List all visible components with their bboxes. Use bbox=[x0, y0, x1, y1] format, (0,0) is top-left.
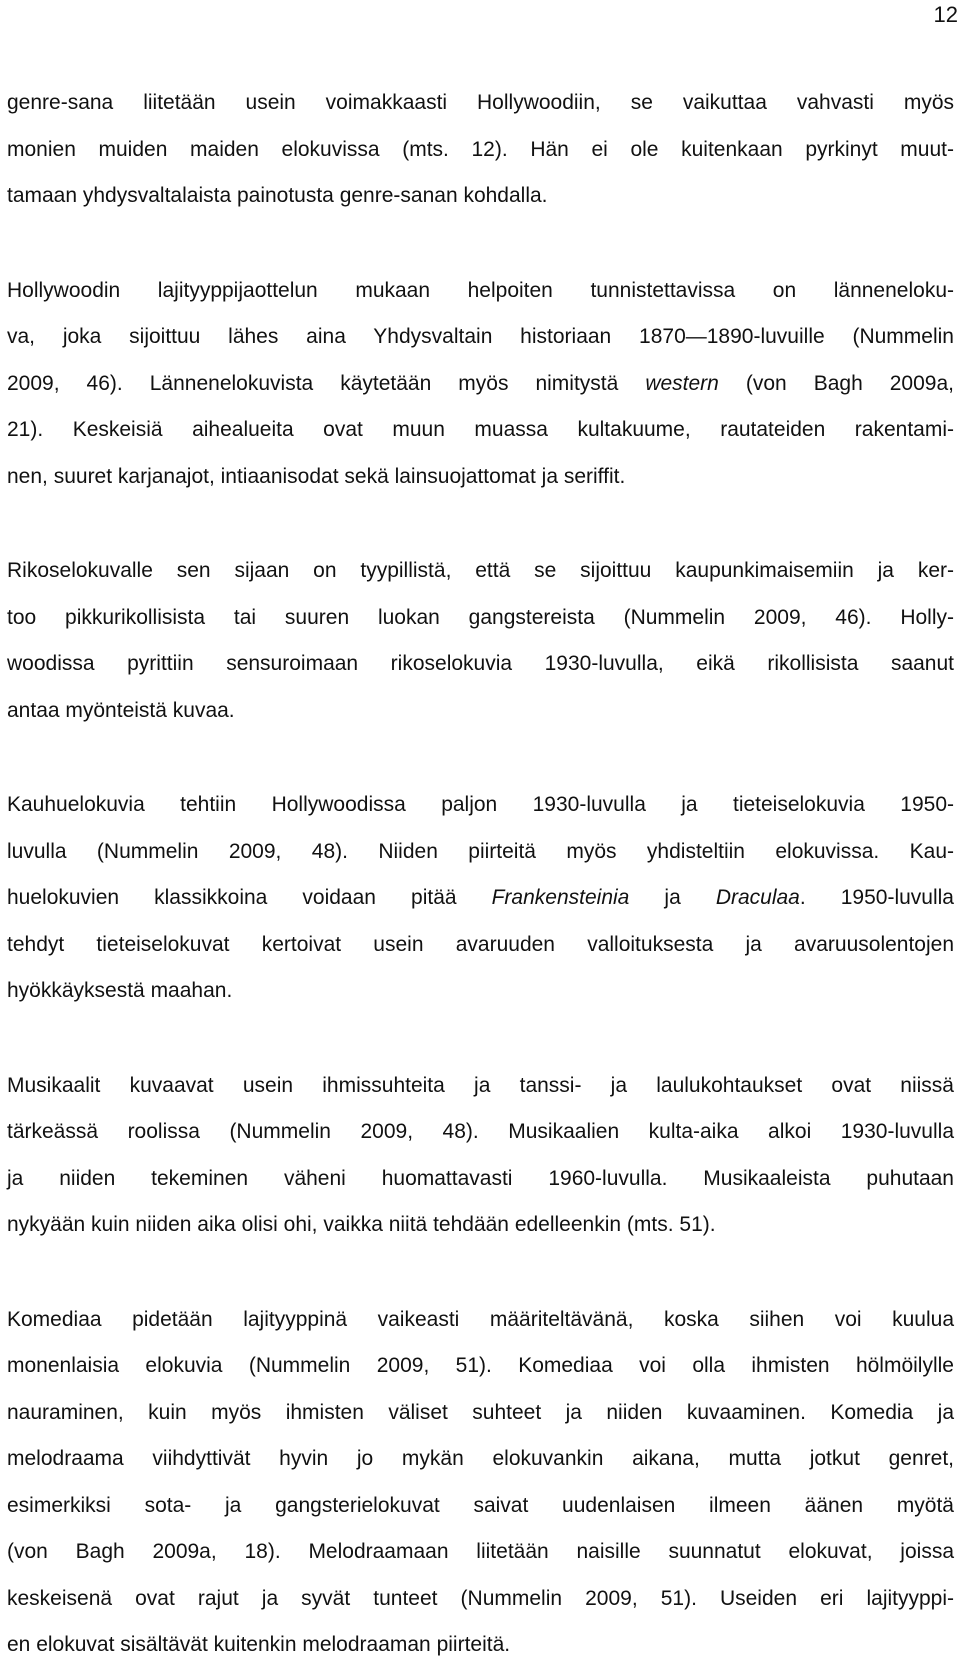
italic-title-dracula: Draculaa bbox=[715, 886, 800, 909]
paragraph-musicals bbox=[7, 1063, 954, 1249]
text-line: woodissa pyrittiin sensuroimaan rikoselokuvia 1930-luvulla, eikä rikollisista saanut bbox=[7, 652, 954, 675]
text-line: tärkeässä roolissa (Nummelin 2009, 48). Musikaalien kulta-aika alkoi 1930-luvulla bbox=[7, 1120, 954, 1143]
document-body bbox=[7, 80, 954, 1669]
paragraph-genre-word bbox=[7, 80, 954, 220]
text-run: huelokuvien klassikkoina voidaan pitää bbox=[7, 886, 492, 909]
paragraph-horror-scifi bbox=[7, 782, 954, 1015]
text-line: 21). Keskeisiä aihealueita ovat muun muassa kultakuume, rautateiden rakentami- bbox=[7, 418, 954, 441]
paragraph-comedy bbox=[7, 1297, 954, 1669]
text-line: esimerkiksi sota- ja gangsterielokuvat saivat uudenlaisen ilmeen äänen myötä bbox=[7, 1493, 954, 1517]
text-line: nauraminen, kuin myös ihmisten väliset suhteet ja niiden kuvaaminen. Komedia ja bbox=[7, 1400, 954, 1424]
text-line: Hollywoodin lajityyppijaottelun mukaan helpoiten tunnistettavissa on länneneloku- bbox=[7, 278, 954, 302]
text-run: ja bbox=[629, 886, 716, 909]
text-line: Komediaa pidetään lajityyppinä vaikeasti määriteltävänä, koska siihen voi kuulua bbox=[7, 1307, 954, 1331]
text-line: tehdyt tieteiselokuvat kertoivat usein avaruuden valloituksesta ja avaruusolentojen bbox=[7, 932, 954, 956]
text-line: genre-sana liitetään usein voimakkaasti Hollywoodiin, se vaikuttaa vahvasti myös bbox=[7, 91, 954, 114]
text-line: va, joka sijoittuu lähes aina Yhdysvaltain historiaan 1870—1890-luvuille (Nummelin bbox=[7, 325, 954, 348]
paragraph-crime bbox=[7, 548, 954, 734]
text-line: tamaan yhdysvaltalaista painotusta genre-sanan kohdalla. bbox=[7, 184, 548, 207]
text-line: (von Bagh 2009a, 18). Melodraamaan liitetään naisille suunnatut elokuvat, joissa bbox=[7, 1540, 954, 1563]
text-line: nykyään kuin niiden aika olisi ohi, vaikka niitä tehdään edelleenkin (mts. 51). bbox=[7, 1213, 716, 1236]
paragraph-western bbox=[7, 268, 954, 501]
text-line: keskeisenä ovat rajut ja syvät tunteet (Nummelin 2009, 51). Useiden eri lajityyppi- bbox=[7, 1586, 954, 1610]
text-line: Musikaalit kuvaavat usein ihmissuhteita ja tanssi- ja laulukohtaukset ovat niissä bbox=[7, 1073, 954, 1097]
text-run: (von Bagh 2009a, bbox=[718, 371, 954, 395]
text-line: ja niiden tekeminen väheni huomattavasti 1960-luvulla. Musikaaleista puhutaan bbox=[7, 1166, 954, 1190]
italic-title-frankenstein: Frankensteinia bbox=[491, 886, 630, 909]
text-line bbox=[7, 361, 954, 408]
text-line: nen, suuret karjanajot, intiaanisodat sekä lainsuojattomat ja seriffit. bbox=[7, 464, 626, 488]
text-line: monenlaisia elokuvia (Nummelin 2009, 51). Komediaa voi olla ihmisten hölmöilylle bbox=[7, 1354, 954, 1377]
text-line: Rikoselokuvalle sen sijaan on tyypillistä, että se sijoittuu kaupunkimaisemiin ja ker- bbox=[7, 559, 954, 582]
text-line: Kauhuelokuvia tehtiin Hollywoodissa paljon 1930-luvulla ja tieteiselokuvia 1950- bbox=[7, 793, 954, 816]
text-run: 2009, 46). Lännenelokuvista käytetään myös nimitystä bbox=[7, 371, 646, 395]
text-line: antaa myönteistä kuvaa. bbox=[7, 698, 235, 722]
text-line bbox=[7, 875, 954, 922]
page-number: 12 bbox=[933, 2, 958, 27]
text-line: melodraama viihdyttivät hyvin jo mykän elokuvankin aikana, mutta jotkut genret, bbox=[7, 1447, 954, 1470]
text-line: hyökkäyksestä maahan. bbox=[7, 979, 233, 1002]
text-line: too pikkurikollisista tai suuren luokan gangstereista (Nummelin 2009, 46). Holly- bbox=[7, 605, 954, 629]
text-run: . 1950-luvulla bbox=[799, 886, 954, 909]
text-line: monien muiden maiden elokuvissa (mts. 12). Hän ei ole kuitenkaan pyrkinyt muut- bbox=[7, 137, 954, 161]
text-line: luvulla (Nummelin 2009, 48). Niiden piirteitä myös yhdisteltiin elokuvissa. Kau- bbox=[7, 839, 954, 863]
italic-term-western: western bbox=[645, 371, 719, 395]
text-line: en elokuvat sisältävät kuitenkin melodraaman piirteitä. bbox=[7, 1633, 511, 1656]
